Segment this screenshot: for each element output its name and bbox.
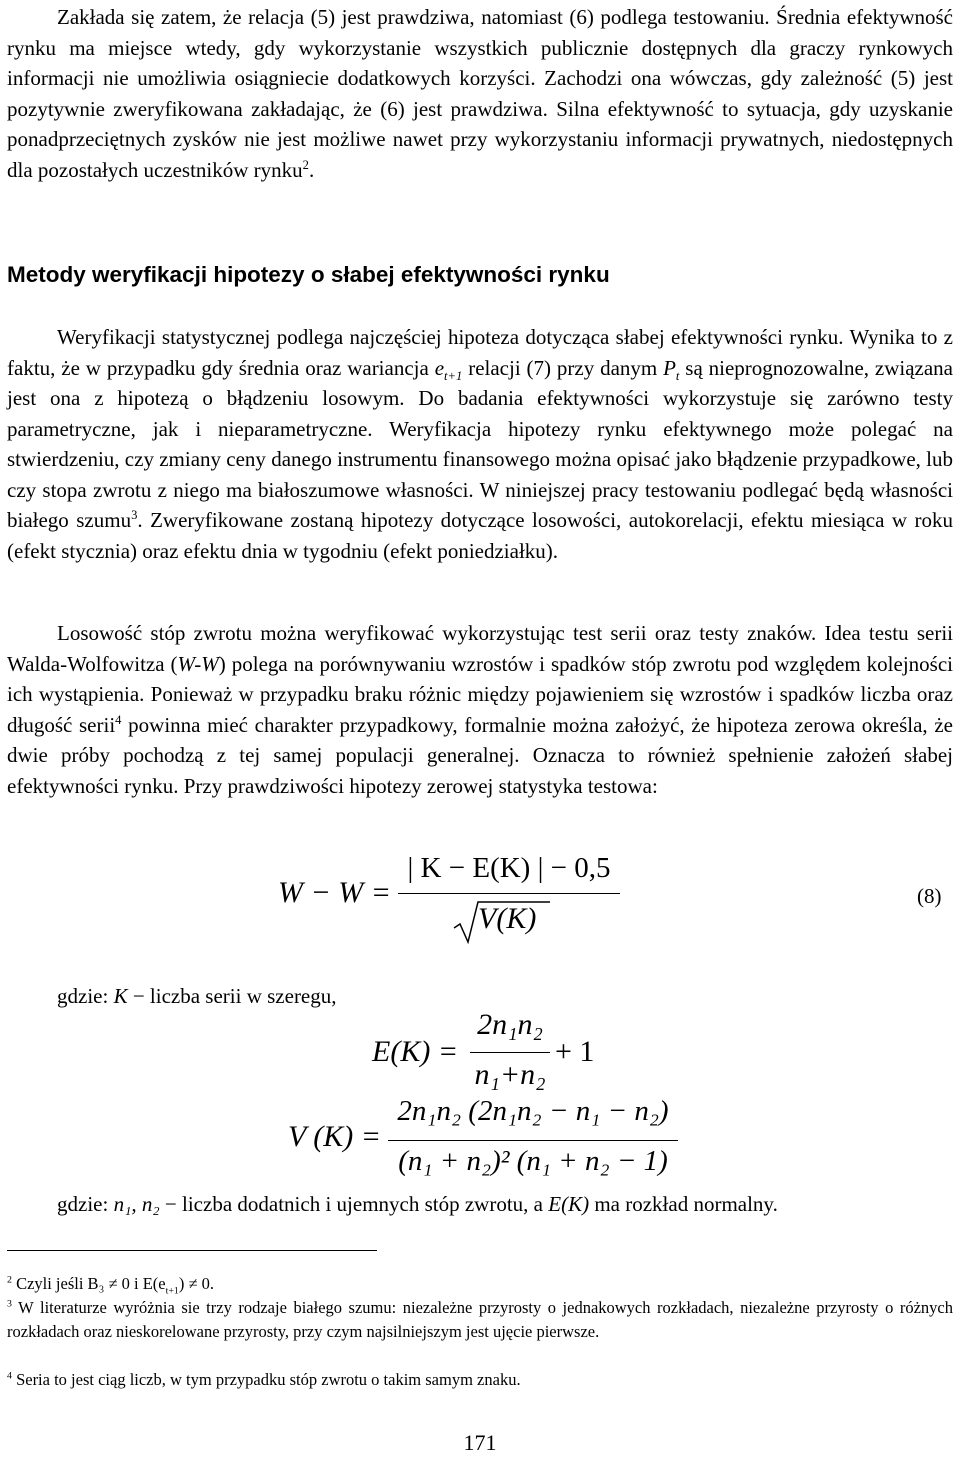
ek-lhs: E(K) = bbox=[372, 1035, 459, 1068]
ek-rhs: + 1 bbox=[555, 1035, 595, 1068]
page-number: 171 bbox=[463, 1430, 497, 1455]
footnote-4: $^4$ Seria to jest ciąg liczb, w tym przypadku stóp zwrotu o takim samym znaku. bbox=[7, 1370, 521, 1389]
paragraph-weak-efficiency: Weryfikacji statystycznej podlega najczęściej hipoteza dotycząca słabej efektywności rynku. Wynika to z faktu, że w przypadku gdy średnia oraz wariancja $e_{t+1}$ relacji (7) przy danym $P_t$ są nieprognozowalne, związana jest ona z hipotezą o błądzeniu losowym. Do badania efektywności wykorzystuje się zarówno testy parametryczne, jak i nieparametryczne. Weryfikacja hipotezy rynku efektywnego może polegać na stwierdzeniu, czy zmiany ceny danego instrumentu finansowego można opisać jako błądzenie przypadkowe, lub czy stopa zwrotu z niego ma białoszumowe własności. W niniejszej pracy testowaniu podlegać będą własności białego szumu$^3$. Zweryfikowane zostaną hipotezy dotyczące losowości, autokorelacji, efektu miesiąca w roku (efekt stycznia) oraz efektu dnia w tygodniu (efekt poniedziałku). bbox=[7, 325, 953, 563]
vk-denominator: (n₁ + n₂)² (n₁ + n₂ − 1) bbox=[398, 1145, 668, 1177]
footnote-3: $^3$ W literaturze wyróżnia sie trzy rodzaje białego szumu: niezależne przyrosty o jednakowych rozkładach, niezależne przyrosty o różnych rozkładach oraz nieskorelowane przyrosty, przy czym najsilniejszym jest ujęcie pierwsze. bbox=[7, 1298, 953, 1341]
gdzie-k: gdzie: K − liczba serii w szeregu, bbox=[57, 984, 337, 1008]
gdzie-n: gdzie: n₁, n₂ − liczba dodatnich i ujemnych stóp zwrotu, a E(K) ma rozkład normalny. bbox=[57, 1192, 778, 1216]
footnote-ref-2: 2 bbox=[302, 157, 309, 172]
footnote-ref-4: 4 bbox=[115, 712, 122, 727]
section-heading: Metody weryfikacji hipotezy o słabej efektywności rynku bbox=[7, 262, 610, 287]
vk-fraction-bar bbox=[388, 1140, 678, 1141]
eq8-numerator: | K − E(K) | − 0,5 bbox=[407, 852, 611, 884]
ek-fraction-bar bbox=[470, 1052, 550, 1053]
paragraph-runs-test: Losowość stóp zwrotu można weryfikować wykorzystując test serii oraz testy znaków. Idea testu serii Walda-Wolfowitza (W-W) polega na porównywaniu wzrostów i spadków stóp zwrotu pod względem kolejności ich wystąpienia. Ponieważ w przypadku braku różnic między pojawieniem się wzrostów i spadków liczba oraz długość serii$^4$ powinna mieć charakter przypadkowy, formalnie można założyć, że hipoteza zerowa określa, że dwie próby pochodzą z tej samej populacji generalnej. Oznacza to również spełnienie założeń słabej efektywności rynku. Przy prawdziwości hipotezy zerowej statystyka testowa: bbox=[7, 621, 953, 798]
eq8-number: (8) bbox=[917, 884, 942, 908]
ek-numerator: 2n₁n₂ bbox=[477, 1008, 543, 1041]
vk-lhs: V (K) = bbox=[288, 1120, 382, 1153]
vk-numerator: 2n₁n₂ (2n₁n₂ − n₁ − n₂) bbox=[397, 1095, 669, 1127]
footnote-2: $^2$ Czyli jeśli B₃ ≠ 0 i $E(e_{t+1}) \ne 0$. bbox=[7, 1274, 215, 1297]
eq8-denominator: V(K) bbox=[478, 902, 537, 935]
footnote-separator bbox=[7, 1250, 377, 1251]
ek-denominator: n₁+n₂ bbox=[474, 1058, 546, 1091]
paragraph-efficiency: Zakłada się zatem, że relacja (5) jest prawdziwa, natomiast (6) podlega testowaniu. Średnia efektywność rynku ma miejsce wtedy, gdy wykorzystanie wszystkich publicznie dostępnych dla graczy rynkowych informacji nie umożliwia osiągniecie dodatkowych korzyści. Zachodzi ona wówczas, gdy zależność (5) jest pozytywnie zweryfikowana zakładając, że (6) jest prawdziwa. Silna efektywność to sytuacja, gdy uzyskanie ponadprzeciętnych zysków nie jest możliwe nawet przy wykorzystaniu informacji prywatnych, niedostępnych dla pozostałych uczestników rynku$^2$. bbox=[7, 5, 953, 182]
eq8-lhs: W − W = bbox=[278, 876, 391, 909]
eq8-fraction-bar bbox=[398, 893, 620, 894]
footnote-ref-3: 3 bbox=[131, 508, 138, 522]
